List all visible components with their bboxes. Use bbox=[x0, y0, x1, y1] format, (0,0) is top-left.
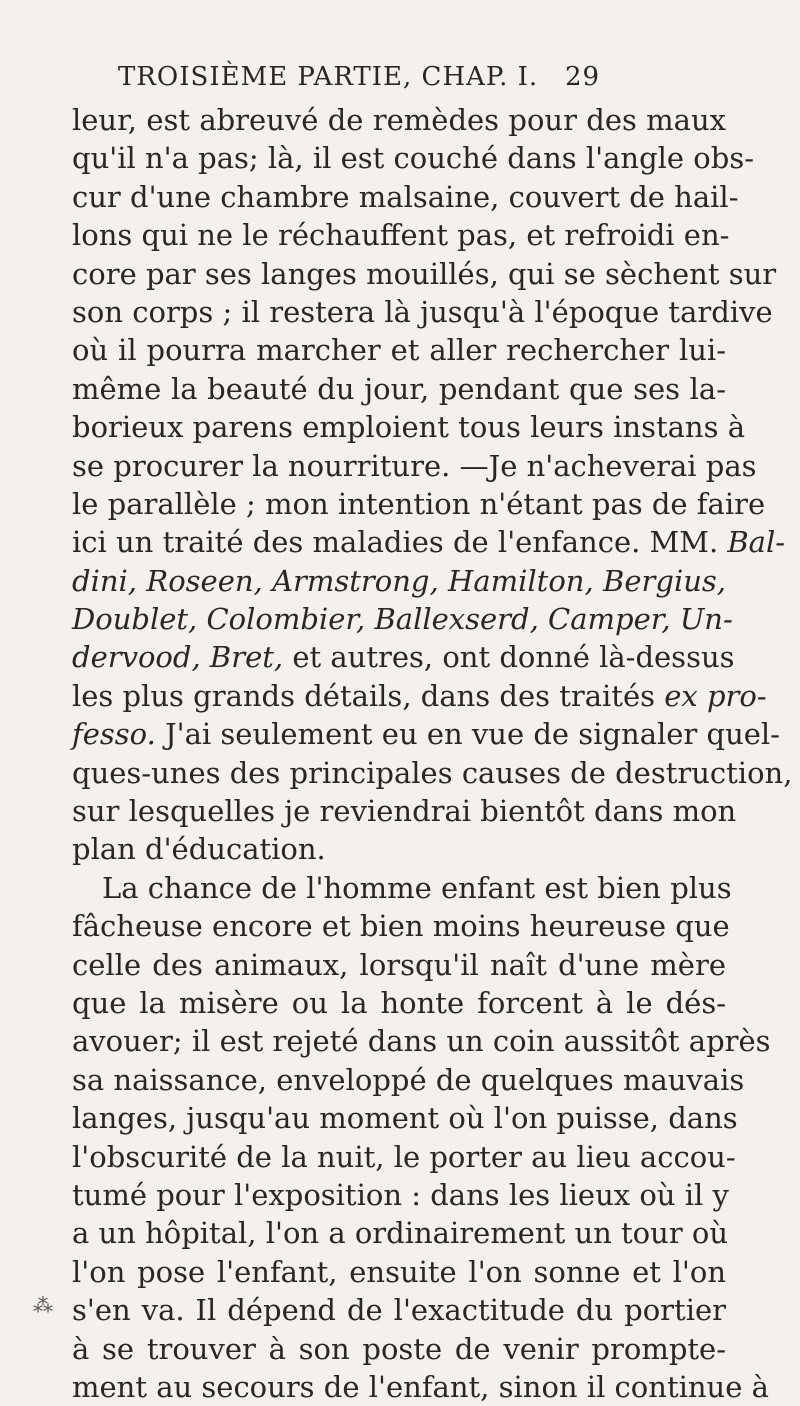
text-line: ici un traité des maladies de l'enfance. MM. Bal- bbox=[72, 525, 786, 560]
text-line: tumé pour l'exposition : dans les lieux où il y bbox=[72, 1177, 729, 1212]
text-line: langes, jusqu'au moment où l'on puisse, dans bbox=[72, 1101, 738, 1136]
text-line: celle des animaux, lorsqu'il naît d'une mère bbox=[72, 947, 726, 982]
text-line: ques-unes des principales causes de destruction, bbox=[72, 755, 793, 790]
text-line: fâcheuse encore et bien moins heureuse que bbox=[72, 909, 730, 944]
text-line: le parallèle ; mon intention n'étant pas de faire bbox=[72, 486, 766, 521]
text-line: l'obscurité de la nuit, le porter au lieu accou- bbox=[72, 1139, 736, 1174]
text-line: se procurer la nourriture. —Je n'acheverai pas bbox=[72, 448, 757, 483]
text-line: lons qui ne le réchauffent pas, et refroidi en- bbox=[72, 218, 730, 253]
text-line: fesso. J'ai seulement eu en vue de signaler quel- bbox=[72, 717, 780, 752]
text-line: cur d'une chambre malsaine, couvert de hail- bbox=[72, 179, 739, 214]
text-line: ment au secours de l'enfant, sinon il continue à bbox=[72, 1369, 769, 1404]
text-line: sa naissance, enveloppé de quelques mauvais bbox=[72, 1062, 745, 1097]
body-text bbox=[72, 101, 793, 1406]
printer-mark: ⁂ bbox=[33, 1293, 53, 1317]
running-title: TROISIÈME PARTIE, CHAP. I. bbox=[118, 62, 539, 92]
text-line: avouer; il est rejeté dans un coin aussitôt après bbox=[72, 1024, 771, 1059]
text-line: plan d'éducation. bbox=[72, 832, 326, 867]
text-line: Doublet, Colombier, Ballexserd, Camper, Un- bbox=[72, 602, 733, 637]
text-line: où il pourra marcher et aller rechercher lui- bbox=[72, 333, 726, 368]
text-line: borieux parens emploient tous leurs instans à bbox=[72, 410, 745, 445]
text-line: s'en va. Il dépend de l'exactitude du portier bbox=[72, 1293, 726, 1328]
text-line: a un hôpital, l'on a ordinairement un tour où bbox=[72, 1216, 729, 1251]
text-line: leur, est abreuvé de remèdes pour des maux bbox=[72, 103, 726, 137]
text-line: son corps ; il restera là jusqu'à l'époque tardive bbox=[72, 294, 773, 329]
page-number: 29 bbox=[565, 62, 601, 92]
text-line: sur lesquelles je reviendrai bientôt dans mon bbox=[72, 794, 737, 829]
text-line: que la misère ou la honte forcent à le dés- bbox=[72, 985, 726, 1020]
text-line: les plus grands détails, dans des traités ex pro- bbox=[72, 678, 767, 713]
text-line: dini, Roseen, Armstrong, Hamilton, Bergius, bbox=[72, 563, 726, 598]
text-line: qu'il n'a pas; là, il est couché dans l'angle obs- bbox=[72, 141, 754, 176]
text-line: même la beauté du jour, pendant que ses la- bbox=[72, 371, 726, 406]
text-line: core par ses langes mouillés, qui se sèchent sur bbox=[72, 256, 777, 291]
text-line: La chance de l'homme enfant est bien plus bbox=[102, 870, 732, 905]
text-line: à se trouver à son poste de venir prompte- bbox=[72, 1331, 726, 1366]
text-line: dervood, Bret, et autres, ont donné là-dessus bbox=[72, 640, 735, 675]
text-line: l'on pose l'enfant, ensuite l'on sonne et l'on bbox=[72, 1254, 726, 1289]
